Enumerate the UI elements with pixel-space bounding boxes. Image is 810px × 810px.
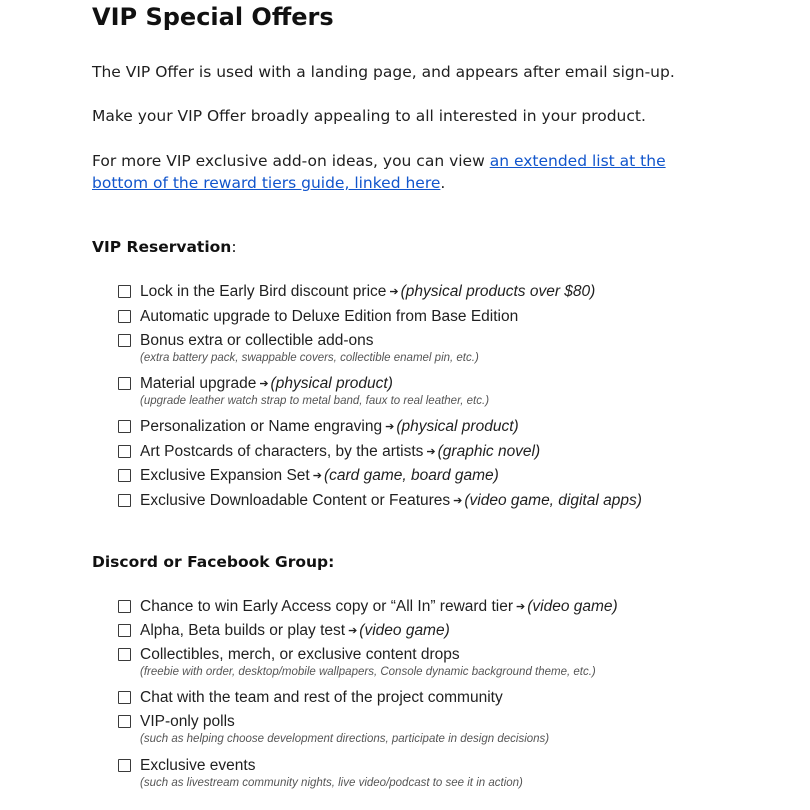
checkbox[interactable]: [118, 759, 131, 772]
reward-tiers-guide-link-line1[interactable]: an extended list at the: [489, 152, 666, 170]
checklist-item-text: [140, 491, 642, 512]
arrow-right-icon: ➔: [516, 601, 526, 613]
checklist-item-subnote: (such as helping choose development directions, participate in design decisions): [140, 733, 550, 745]
checklist-item-label: Exclusive events: [140, 757, 256, 774]
checklist-item-label: Alpha, Beta builds or play test: [140, 622, 346, 639]
checklist-item-label: Automatic upgrade to Deluxe Edition from Base Edition: [140, 308, 519, 325]
intro-paragraph-3: [92, 150, 666, 194]
arrow-right-icon: ➔: [348, 625, 358, 637]
checklist-item-label: Chat with the team and rest of the project community: [140, 689, 503, 706]
intro-paragraph-3-period: .: [440, 174, 446, 192]
checkbox[interactable]: [118, 285, 131, 298]
checkbox[interactable]: [118, 648, 131, 661]
checklist-item-note: (card game, board game): [323, 467, 499, 484]
checklist-item-text: [140, 374, 393, 395]
checklist-item-label: Lock in the Early Bird discount price: [140, 283, 387, 300]
checkbox[interactable]: [118, 624, 131, 637]
checklist-item-text: [140, 307, 518, 326]
checkbox[interactable]: [118, 494, 131, 507]
arrow-right-icon: ➔: [385, 421, 395, 433]
checklist-item-subnote: (freebie with order, desktop/mobile wallpapers, Console dynamic background theme, etc.): [140, 666, 596, 678]
checklist-item-label: Personalization or Name engraving: [140, 418, 383, 435]
section-heading-colon: :: [231, 238, 237, 256]
checklist-item-note: (physical product): [270, 375, 393, 392]
checklist-item-note: (video game): [527, 598, 618, 615]
checkbox[interactable]: [118, 715, 131, 728]
arrow-right-icon: ➔: [426, 446, 436, 458]
checklist-item-text: [140, 466, 499, 487]
checklist-item-subnote: (upgrade leather watch strap to metal band, faux to real leather, etc.): [140, 395, 490, 407]
checklist-item-text: [140, 442, 540, 463]
checkbox[interactable]: [118, 445, 131, 458]
checkbox[interactable]: [118, 469, 131, 482]
checklist-item-label: VIP-only polls: [140, 713, 235, 730]
checklist-item-label: Exclusive Downloadable Content or Features: [140, 492, 451, 509]
page-title: VIP Special Offers: [92, 3, 334, 31]
checklist-item-note: (video game, digital apps): [464, 492, 642, 509]
checklist-item-note: (physical product): [396, 418, 519, 435]
checklist-item-subnote: (extra battery pack, swappable covers, collectible enamel pin, etc.): [140, 352, 479, 364]
checklist-item-text: [140, 688, 503, 707]
checkbox[interactable]: [118, 420, 131, 433]
checklist-item-subnote: (such as livestream community nights, live video/podcast to see it in action): [140, 777, 523, 789]
checklist-item-label: Collectibles, merch, or exclusive content drops: [140, 646, 460, 663]
checklist-item-label: Exclusive Expansion Set: [140, 467, 310, 484]
intro-paragraph-2: Make your VIP Offer broadly appealing to all interested in your product.: [92, 107, 646, 125]
checklist-item-text: [140, 282, 595, 303]
arrow-right-icon: ➔: [259, 378, 269, 390]
checklist-item-text: [140, 756, 255, 775]
checklist-item-note: (physical products over $80): [400, 283, 596, 300]
checkbox[interactable]: [118, 377, 131, 390]
intro-paragraph-3-text: For more VIP exclusive add-on ideas, you can view: [92, 152, 490, 170]
reward-tiers-guide-link-line2[interactable]: bottom of the reward tiers guide, linked here: [92, 174, 441, 192]
checklist-item-label: Bonus extra or collectible add-ons: [140, 332, 374, 349]
checkbox[interactable]: [118, 600, 131, 613]
checklist-item-text: [140, 597, 618, 618]
checklist-item-label: Art Postcards of characters, by the artists: [140, 443, 424, 460]
section-heading-text: VIP Reservation: [92, 238, 232, 256]
section-heading-vip-reservation: [92, 238, 237, 256]
checklist-item-label: Material upgrade: [140, 375, 257, 392]
arrow-right-icon: ➔: [389, 286, 399, 298]
checkbox[interactable]: [118, 691, 131, 704]
checklist-item-text: [140, 417, 519, 438]
checklist-item-text: [140, 645, 460, 664]
checklist-item-text: [140, 621, 450, 642]
checkbox[interactable]: [118, 310, 131, 323]
checklist-item-note: (graphic novel): [437, 443, 541, 460]
arrow-right-icon: ➔: [312, 470, 322, 482]
checklist-item-text: [140, 712, 235, 731]
arrow-right-icon: ➔: [453, 495, 463, 507]
checklist-item-text: [140, 331, 374, 350]
intro-paragraph-1: The VIP Offer is used with a landing page, and appears after email sign-up.: [92, 63, 675, 81]
checklist-item-note: (video game): [359, 622, 450, 639]
checkbox[interactable]: [118, 334, 131, 347]
checklist-item-label: Chance to win Early Access copy or “All In” reward tier: [140, 598, 513, 615]
section-heading-discord-facebook: Discord or Facebook Group:: [92, 553, 335, 571]
